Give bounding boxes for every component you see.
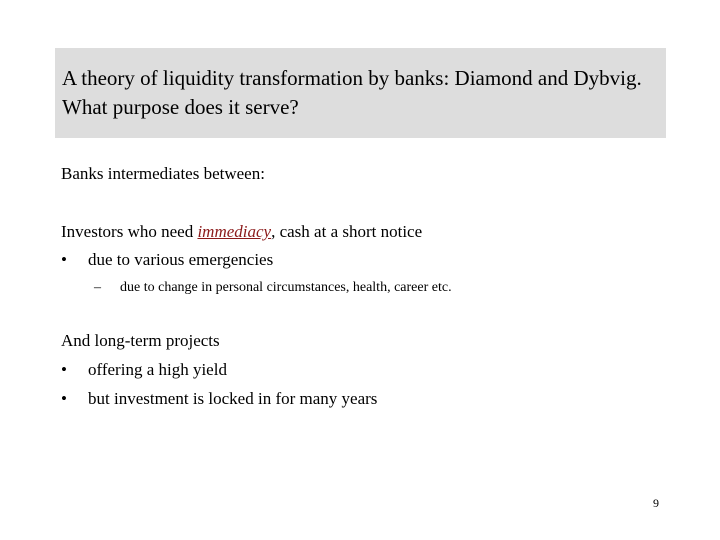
sub-bullet-dash: –: [94, 280, 101, 295]
intro-text: Banks intermediates between:: [61, 164, 265, 183]
investors-bullet-text: due to various emergencies: [88, 250, 274, 269]
bullet-dot: •: [61, 389, 67, 408]
projects-bullet: [61, 360, 227, 380]
projects-bullet-text: but investment is locked in for many years: [88, 389, 378, 408]
bullet-dot: •: [61, 360, 67, 379]
investors-suffix: , cash at a short notice: [271, 222, 423, 241]
investors-sub-bullet-text: due to change in personal circumstances, health, career etc.: [120, 280, 452, 295]
investors-line: [61, 222, 422, 242]
investors-prefix: Investors who need: [61, 222, 198, 241]
investors-bullet: [61, 250, 273, 270]
bullet-dot: •: [61, 250, 67, 269]
investors-sub-bullet: [94, 279, 452, 297]
projects-heading: And long-term projects: [61, 331, 220, 350]
page-number: 9: [653, 496, 659, 510]
immediacy-emphasis: immediacy: [197, 222, 272, 241]
title-box: [55, 48, 666, 138]
projects-bullet: [61, 389, 377, 409]
slide-title: A theory of liquidity transformation by banks: Diamond and Dybvig. What purpose does it serve?: [62, 66, 642, 119]
projects-bullet-text: offering a high yield: [88, 360, 227, 379]
